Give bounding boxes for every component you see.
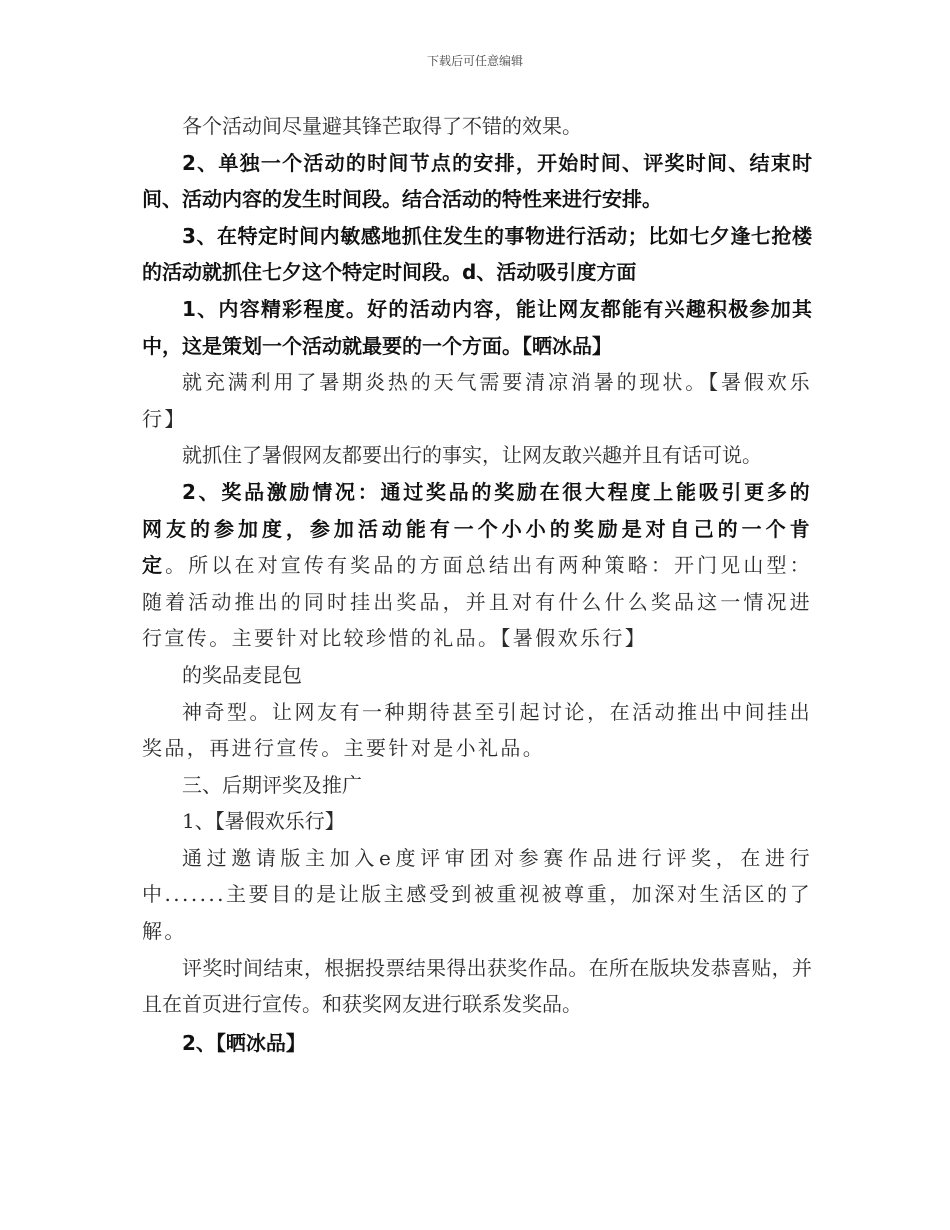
subheading-1: 1、【暑假欢乐行】 [182, 809, 345, 834]
section-heading-3: 三、后期评奖及推广 [182, 772, 362, 797]
document-body [142, 108, 812, 1061]
paragraph-12: 通过邀请版主加入e度评审团对参赛作品进行评奖，在进行中.......主要目的是让版主感受到被重视被尊重，加深对生活区的了解。 [142, 845, 812, 944]
paragraph-4: 1、内容精彩程度。好的活动内容，能让网友都能有兴趣积极参加其中，这是策划一个活动就最要的一个方面。【晒冰品】 [142, 296, 812, 358]
paragraph-7 [142, 474, 812, 657]
paragraph-8: 的奖品麦昆包 [182, 662, 302, 687]
paragraph-7-bold: 2、奖品激励情况：通过奖品的奖励在很大程度上能吸引更多的网友的参加度，参加活动能有一个小小的奖励是对自己的一个肯定 [142, 479, 812, 578]
paragraph-1: 各个活动间尽量避其锋芒取得了不错的效果。 [182, 114, 582, 138]
paragraph-9: 神奇型。让网友有一种期待甚至引起讨论，在活动推出中间挂出奖品，再进行宣传。主要针对是小礼品。 [142, 699, 812, 761]
paragraph-3: 3、在特定时间内敏感地抓住发生的事物进行活动；比如七夕逢七抢楼的活动就抓住七夕这个特定时间段。d、活动吸引度方面 [142, 223, 812, 285]
paragraph-7-rest: 。所以在对宣传有奖品的方面总结出有两种策略：开门见山型：随着活动推出的同时挂出奖品，并且对有什么什么奖品这一情况进行宣传。主要针对比较珍惜的礼品。【暑假欢乐行】 [142, 553, 813, 651]
subheading-2: 2、【晒冰品】 [182, 1030, 306, 1055]
paragraph-2: 2、单独一个活动的时间节点的安排，开始时间、评奖时间、结束时间、活动内容的发生时间段。结合活动的特性来进行安排。 [142, 150, 812, 212]
paragraph-6: 就抓住了暑假网友都要出行的事实，让网友敢兴趣并且有话可说。 [182, 443, 762, 468]
paragraph-5: 就充满利用了暑期炎热的天气需要清凉消暑的现状。【暑假欢乐行】 [142, 370, 812, 431]
paragraph-13: 评奖时间结束，根据投票结果得出获奖作品。在所在版块发恭喜贴，并且在首页进行宣传。和获奖网友进行联系发奖品。 [142, 955, 812, 1017]
page-header: 下载后可任意编辑 [426, 54, 523, 68]
